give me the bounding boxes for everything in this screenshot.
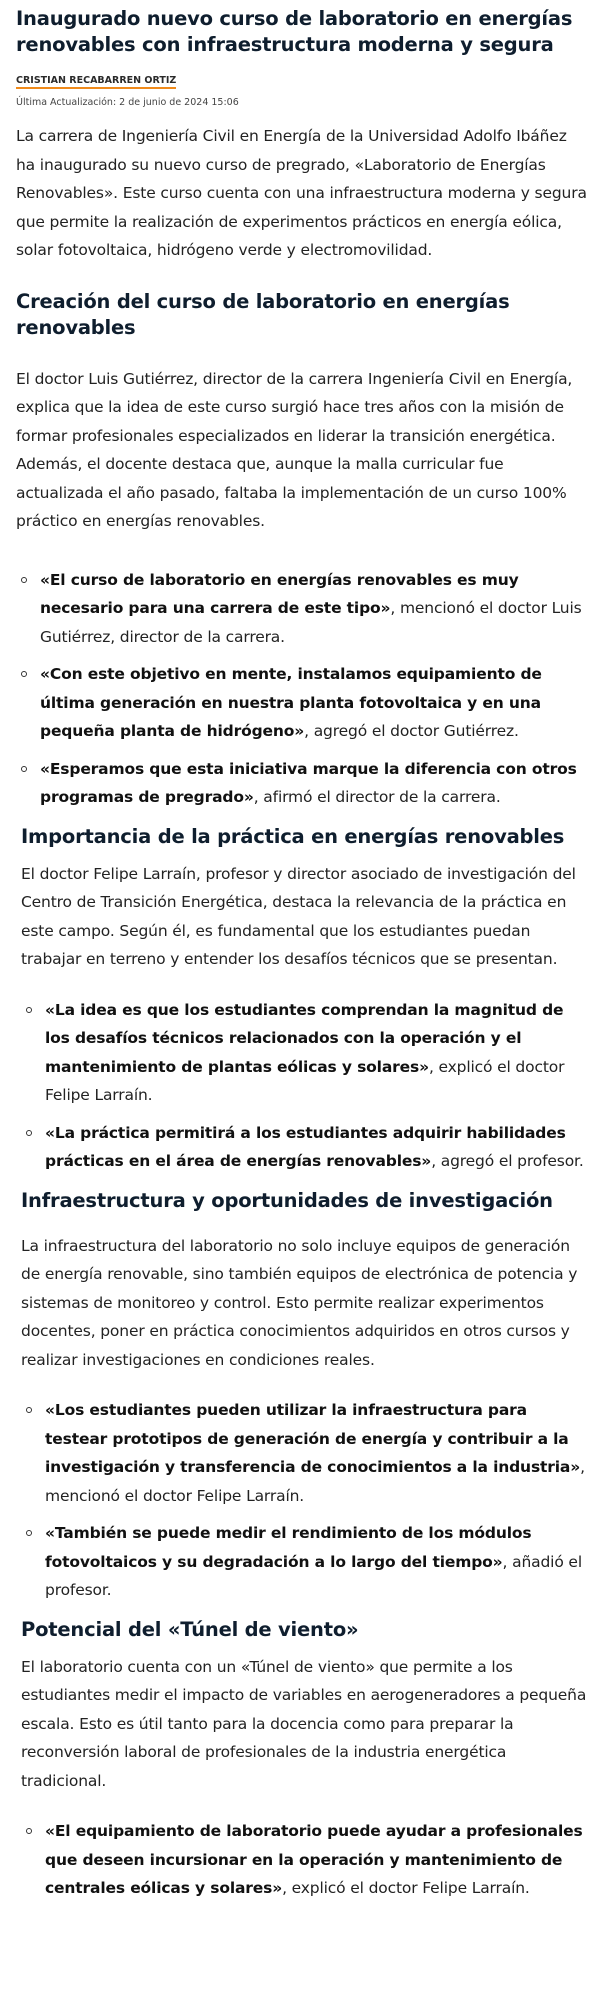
quote-attribution: , agregó el profesor. bbox=[431, 1152, 584, 1170]
quote-text: «El curso de laboratorio en energías renovables es muy necesario para una carrera de este tipo» bbox=[40, 570, 519, 617]
quote-item bbox=[21, 1396, 590, 1510]
quote-item bbox=[21, 1119, 590, 1176]
quote-list bbox=[21, 1396, 590, 1605]
section-creacion bbox=[16, 289, 590, 812]
quote-item bbox=[16, 566, 590, 652]
section-paragraph: El laboratorio cuenta con un «Túnel de viento» que permite a los estudiantes medir el impacto de variables en aerogeneradores a pequeña escala. Esto es útil tanto para la docencia como para preparar la reconversión laboral de profesionales de la industria energética tradicional. bbox=[21, 1657, 587, 1790]
section-importancia bbox=[16, 824, 590, 1176]
quote-list bbox=[21, 996, 590, 1176]
bullet-icon bbox=[26, 1130, 32, 1136]
quote-text: «Los estudiantes pueden utilizar la infraestructura para testear prototipos de generación de energía y contribuir a la investigación y transferencia de conocimientos a la industria» bbox=[45, 1401, 581, 1476]
quote-text: «El equipamiento de laboratorio puede ayudar a profesionales que deseen incursionar en la operación y mantenimiento de centrales eólicas y solares» bbox=[45, 1822, 583, 1897]
section-paragraph: La infraestructura del laboratorio no solo incluye equipos de generación de energía renovable, sino también equipos de electrónica de potencia y sistemas de monitoreo y control. Esto permite realizar experimentos docentes, poner en práctica conocimientos adquiridos en otros cursos y realizar investigaciones en condiciones reales. bbox=[21, 1236, 578, 1369]
quote-item bbox=[21, 996, 590, 1110]
quote-attribution: , añadió el profesor. bbox=[45, 1552, 582, 1599]
bullet-icon bbox=[26, 1407, 32, 1413]
article-title: Inaugurado nuevo curso de laboratorio en energías renovables con infraestructura moderna y segura bbox=[16, 7, 573, 56]
quote-text: «La idea es que los estudiantes comprendan la magnitud de los desafíos técnicos relacionados con la operación y el mantenimiento de plantas eólicas y solares» bbox=[45, 1000, 564, 1076]
quote-text: «Con este objetivo en mente, instalamos equipamiento de última generación en nuestra planta fotovoltaica y en una pequeña planta de hidrógeno» bbox=[40, 665, 542, 740]
quote-attribution: , explicó el doctor Felipe Larraín. bbox=[45, 1057, 565, 1104]
quote-text: «La práctica permitirá a los estudiantes adquirir habilidades prácticas en el área de energías renovables» bbox=[45, 1123, 566, 1170]
quote-attribution: , afirmó el director de la carrera. bbox=[253, 788, 501, 806]
bullet-icon bbox=[26, 1530, 32, 1536]
bullet-icon bbox=[26, 1007, 32, 1013]
quote-item bbox=[21, 1519, 590, 1605]
quote-text: «También se puede medir el rendimiento de los módulos fotovoltaicos y su degradación a lo largo del tiempo» bbox=[45, 1524, 532, 1571]
bullet-icon bbox=[21, 671, 27, 677]
section-paragraph: El doctor Felipe Larraín, profesor y director asociado de investigación del Centro de Transición Energética, destaca la relevancia de la práctica en este campo. Según él, es fundamental que los estudiantes puedan trabajar en terreno y entender los desafíos técnicos que se presentan. bbox=[21, 864, 576, 968]
bullet-icon bbox=[21, 766, 27, 772]
section-paragraph: El doctor Luis Gutiérrez, director de la carrera Ingeniería Civil en Energía, explica que la idea de este curso surgió hace tres años con la misión de formar profesionales especializados en liderar la transición energética. Además, el docente destaca que, aunque la malla curricular fue actualizada el año pasado, faltaba la implementación de un curso 100% práctico en energías renovables. bbox=[16, 369, 573, 530]
quote-attribution: , agregó el doctor Gutiérrez. bbox=[304, 722, 519, 740]
quote-text: «Esperamos que esta iniciativa marque la diferencia con otros programas de pregrado» bbox=[40, 759, 577, 806]
bullet-icon bbox=[21, 577, 27, 583]
last-updated: Última Actualización: 2 de junio de 2024 15:06 bbox=[16, 97, 239, 108]
quote-attribution: , explicó el doctor Felipe Larraín. bbox=[282, 1879, 530, 1897]
quote-attribution: , mencionó el doctor Luis Gutiérrez, director de la carrera. bbox=[40, 599, 582, 646]
quote-item bbox=[16, 755, 590, 812]
section-tunel-de-viento bbox=[16, 1617, 590, 1903]
section-heading: Creación del curso de laboratorio en energías renovables bbox=[16, 289, 510, 339]
section-infraestructura bbox=[16, 1188, 590, 1605]
bullet-icon bbox=[26, 1828, 32, 1834]
quote-list bbox=[16, 566, 590, 812]
author-link[interactable]: CRISTIAN RECABARREN ORTIZ bbox=[16, 75, 176, 89]
quote-item bbox=[16, 660, 590, 746]
quote-list bbox=[21, 1817, 590, 1903]
quote-attribution: , mencionó el doctor Felipe Larraín. bbox=[45, 1458, 585, 1505]
section-heading: Potencial del «Túnel de viento» bbox=[21, 1617, 359, 1641]
section-heading: Importancia de la práctica en energías renovables bbox=[21, 824, 565, 848]
section-heading: Infraestructura y oportunidades de investigación bbox=[21, 1188, 553, 1212]
intro-paragraph: La carrera de Ingeniería Civil en Energía de la Universidad Adolfo Ibáñez ha inaugurado su nuevo curso de pregrado, «Laboratorio de Energías Renovables». Este curso cuenta con una infraestructura moderna y segura que permite la realización de experimentos prácticos en energía eólica, solar fotovoltaica, hidrógeno verde y electromovilidad. bbox=[16, 127, 587, 259]
quote-item bbox=[21, 1817, 590, 1903]
